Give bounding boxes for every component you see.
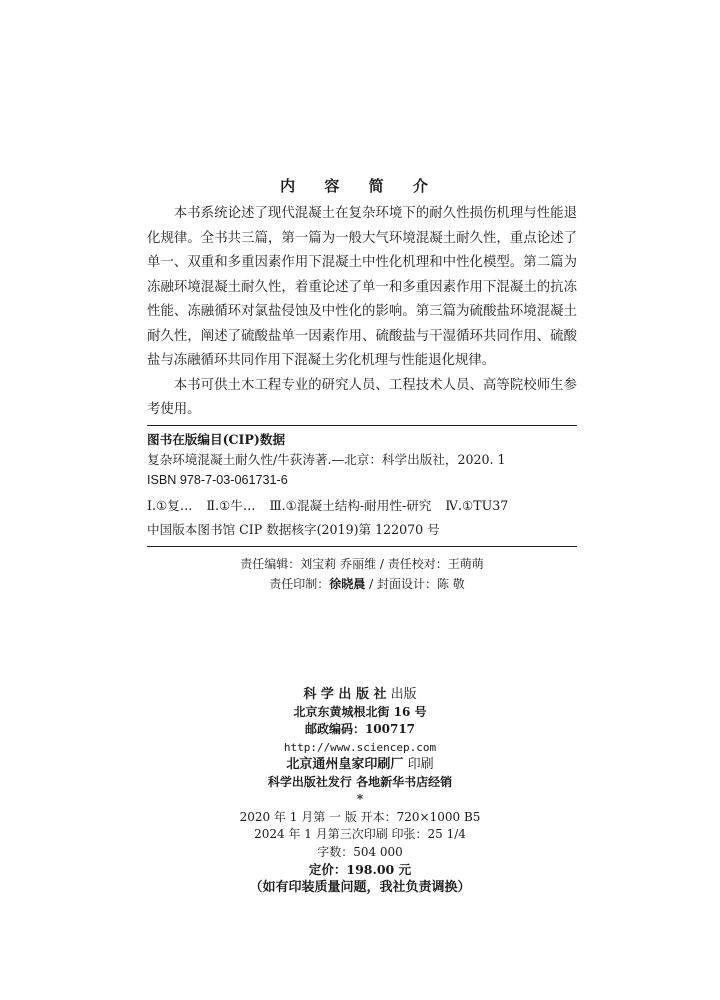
cip-top-rule: [147, 425, 577, 426]
imprint-block: [0, 686, 720, 896]
editor-label: 责任印制：: [269, 577, 330, 591]
quality-notice: （如有印装质量问题，我社负责调换）: [249, 879, 471, 895]
publisher-address: 北京东黄城根北街 16 号: [293, 704, 427, 719]
cip-entry: 复杂环境混凝土耐久性/牛荻涛著.—北京：科学出版社，2020. 1: [147, 452, 506, 467]
editor-name: 徐晓晨: [329, 577, 366, 591]
editor-credits: [0, 554, 720, 594]
distribution: 科学出版社发行 各地新华书店经销: [267, 774, 453, 789]
editor-label: / 封面设计：陈 敬: [365, 577, 465, 591]
cip-classification: [147, 496, 577, 516]
cip-class-item: Ⅲ.①混凝土结构-耐用性-研究: [269, 498, 432, 513]
printer-name: 北京通州皇家印刷厂: [286, 757, 404, 772]
editor-line: 责任编辑：刘宝莉 乔丽维 / 责任校对：王萌萌: [240, 557, 484, 571]
summary-title: 内 容 简 介: [280, 177, 440, 195]
cip-record-number: 中国版本图书馆 CIP 数据核字(2019)第 122070 号: [147, 522, 440, 537]
cip-heading: 图书在版编目(CIP)数据: [147, 432, 286, 447]
price: 定价：198.00 元: [308, 862, 412, 877]
printer-suffix: 印刷: [403, 757, 434, 772]
cip-bottom-rule: [147, 546, 577, 547]
website: http://www.sciencep.com: [283, 740, 437, 754]
printing-info: 2024 年 1 月第三次印刷 印张：25 1/4: [254, 827, 466, 841]
publisher-suffix: 出版: [386, 687, 417, 702]
postcode: 邮政编码：100717: [304, 722, 416, 736]
cip-class-item: Ⅰ.①复…: [147, 498, 193, 513]
cip-class-item: Ⅳ.①TU37: [445, 498, 509, 513]
word-count: 字数：504 000: [317, 844, 403, 859]
cip-isbn: ISBN 978-7-03-061731-6: [147, 473, 288, 487]
publisher-line: [0, 686, 720, 704]
summary-paragraph: 本书可供土木工程专业的研究人员、工程技术人员、高等院校师生参考使用。: [147, 377, 577, 417]
summary-text: [147, 202, 577, 423]
cip-class-item: Ⅱ.①牛…: [206, 498, 256, 513]
publisher-name: 科 学 出 版 社: [303, 687, 387, 702]
edition-info: 2020 年 1 月第 一 版 开本：720×1000 B5: [239, 809, 481, 824]
separator-star: *: [356, 792, 364, 806]
summary-paragraph: 本书系统论述了现代混凝土在复杂环境下的耐久性损伤机理与性能退化规律。全书共三篇，第一篇为一般大气环境混凝土耐久性，重点论述了单一、双重和多重因素作用下混凝土中性化机理和中性化模型。第二篇为冻融环境混凝土耐久性，着重论述了单一和多重因素作用下混凝土的抗冻性能、冻融循环对氯盐侵蚀及中性化的影响。第三篇为硫酸盐环境混凝土耐久性，阐述了硫酸盐单一因素作用、硫酸盐与干湿循环共同作用、硫酸盐与冻融循环共同作用下混凝土劣化机理与性能退化规律。: [147, 206, 577, 368]
cip-block: [147, 430, 577, 540]
printer-line: [0, 756, 720, 774]
editor-line: [0, 574, 720, 594]
